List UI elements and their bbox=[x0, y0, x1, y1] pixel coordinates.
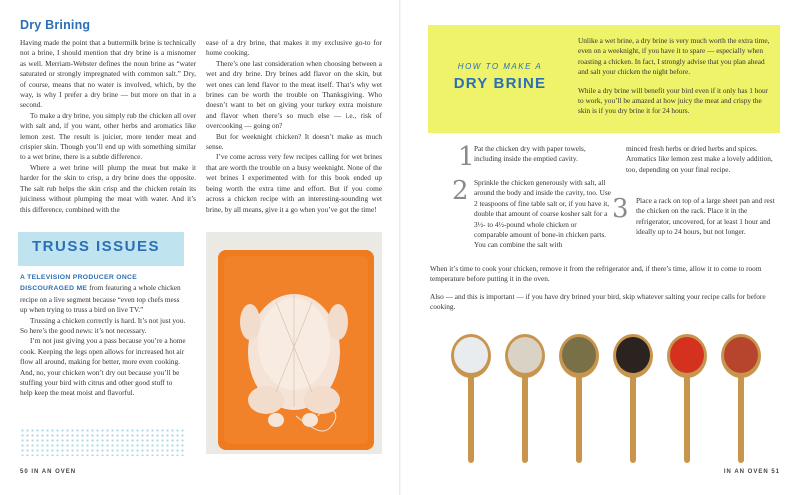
column-a bbox=[20, 38, 196, 215]
step-text: Sprinkle the chicken generously with salt, all around the body and inside the cavity, too. Use 2 teaspoons of fine table salt or, if you have it, double that amount of coarse kosher salt for a 3½- to 4½-pound whole chicken or comparable amount of bone-in chicken parts. You can combine the salt with bbox=[474, 178, 611, 250]
after-steps-paragraph: When it’s time to cook your chicken, remove it from the refrigerator and, if there’s time, allow it to come to room temperature before putting it in the oven. bbox=[430, 264, 762, 284]
step-number: 3 bbox=[612, 194, 629, 224]
intro-paragraph: Unlike a wet brine, a dry brine is very much worth the extra time, even on a weeknight, if you have it to spare — especially when roasting a chicken. In fact, I strongly advise that you plan ahead and salt your chicken the night before. bbox=[578, 36, 770, 77]
step-text-continued: minced fresh herbs or dried herbs and spices. Aromatics like lemon zest make a lovely addition, too, depending on your final recipe. bbox=[626, 144, 773, 174]
step-number: 2 bbox=[452, 176, 469, 206]
sidebar-lead: A TELEVISION PRODUCER ONCE DISCOURAGED ME bbox=[20, 274, 138, 293]
step-text: Pat the chicken dry with paper towels, including inside the emptied cavity. bbox=[474, 144, 586, 164]
section-heading: Dry Brining bbox=[20, 18, 91, 32]
step-text: Place a rack on top of a large sheet pan and rest the chicken on the rack. Place it in the refrigerator, uncovered, for at least 1 hour and ideally up to 24 hours, but not longer. bbox=[636, 196, 775, 237]
intro-paragraph: While a dry brine will benefit your bird even if it only has 1 hour to work, you’ll be amazed at how juicy the meat and crispy the skin is if you dry brine it for 24 hours. bbox=[578, 85, 769, 116]
paragraph: There’s one last consideration when choosing between a wet and dry brine. Dry brines add flavor on the skin, but wet ones can lend flavor to the meat itself. That’s why wet brines can be worth the trouble on Thanksgiving. Who doesn’t want to bet on giving your turkey extra moisture and flavor when there’s so much else — i.e., risk of overcooking — going on? bbox=[206, 58, 382, 131]
gutter bbox=[399, 0, 401, 495]
sidebar-paragraph bbox=[20, 272, 186, 316]
howto-subtitle: HOW TO MAKE A bbox=[457, 62, 543, 71]
chicken-illustration bbox=[206, 232, 382, 454]
sidebar-paragraph: I’m not just giving you a pass because you’re a home cook. Keeping the legs open allows for increased hot air flow all around, making for better, more even cooking. And, no, your chicken won’t dry out because you’ll be stuffing your bird with citrus and other good stuff to help keep the meat moist and flavorful. bbox=[20, 336, 186, 398]
sidebar-text: from featuring a whole chicken recipe on a live segment because “even top chefs mess up when trying to truss a bird on live TV.” bbox=[20, 283, 181, 315]
column-b bbox=[206, 38, 382, 215]
chicken-photo bbox=[206, 232, 382, 454]
note-paragraph: Also — and this is important — if you have dry brined your bird, skip whatever salting your recipe calls for before cooking. bbox=[430, 292, 766, 312]
sidebar-body bbox=[20, 272, 186, 399]
dot-pattern bbox=[20, 428, 186, 456]
paragraph: ease of a dry brine, that makes it my exclusive go-to for home cooking. bbox=[206, 38, 382, 58]
sidebar-title: TRUSS ISSUES bbox=[32, 238, 161, 255]
paragraph: But for weeknight chicken? It doesn’t make as much sense. bbox=[206, 131, 382, 152]
step-number: 1 bbox=[458, 142, 475, 172]
spoons-illustration bbox=[428, 318, 780, 468]
paragraph: I’ve come across very few recipes calling for wet brines that are worth the trouble on a busy weeknight. None of the wet brines I experimented with for this book ended up being worth the extra time and effort. But if you come across a chicken recipe with an interesting-sounding wet brine, by all means, give it a go when you’ve got the time! bbox=[206, 152, 382, 214]
intro-text bbox=[578, 36, 774, 125]
sidebar-paragraph: Trussing a chicken correctly is hard. It’s not just you. So here’s the good news: it’s not necessary. bbox=[20, 315, 186, 336]
page-number-left: 50 IN AN OVEN bbox=[20, 469, 77, 475]
spoons-photo bbox=[428, 318, 780, 468]
howto-title: DRY BRINE bbox=[453, 75, 547, 92]
paragraph: Where a wet brine will plump the meat but make it harder for the skin to crisp, a dry brine does the opposite. The salt rub helps the skin crisp and the chicken retain its juiciness without plumping the meat with water. And it’s this difference, combined with the bbox=[20, 162, 196, 214]
page-number-right: IN AN OVEN 51 bbox=[723, 469, 780, 475]
paragraph: To make a dry brine, you simply rub the chicken all over with salt and, if you want, other herbs and aromatics like lemon zest. The result is juicier, more tender meat and crispier skin. Though you’ll end up with something similar to a wet brine, there is a subtle difference. bbox=[20, 110, 196, 162]
paragraph: Having made the point that a buttermilk brine is technically not a brine, I should mention that dry brine is a misnomer as well. Merriam-Webster defines the noun brine as “water saturated or strongly impregnated with common salt.” Dry, of course, means that no water is involved, which, by the way, is why I prefer a dry brine — but more on that in a second. bbox=[20, 38, 196, 110]
